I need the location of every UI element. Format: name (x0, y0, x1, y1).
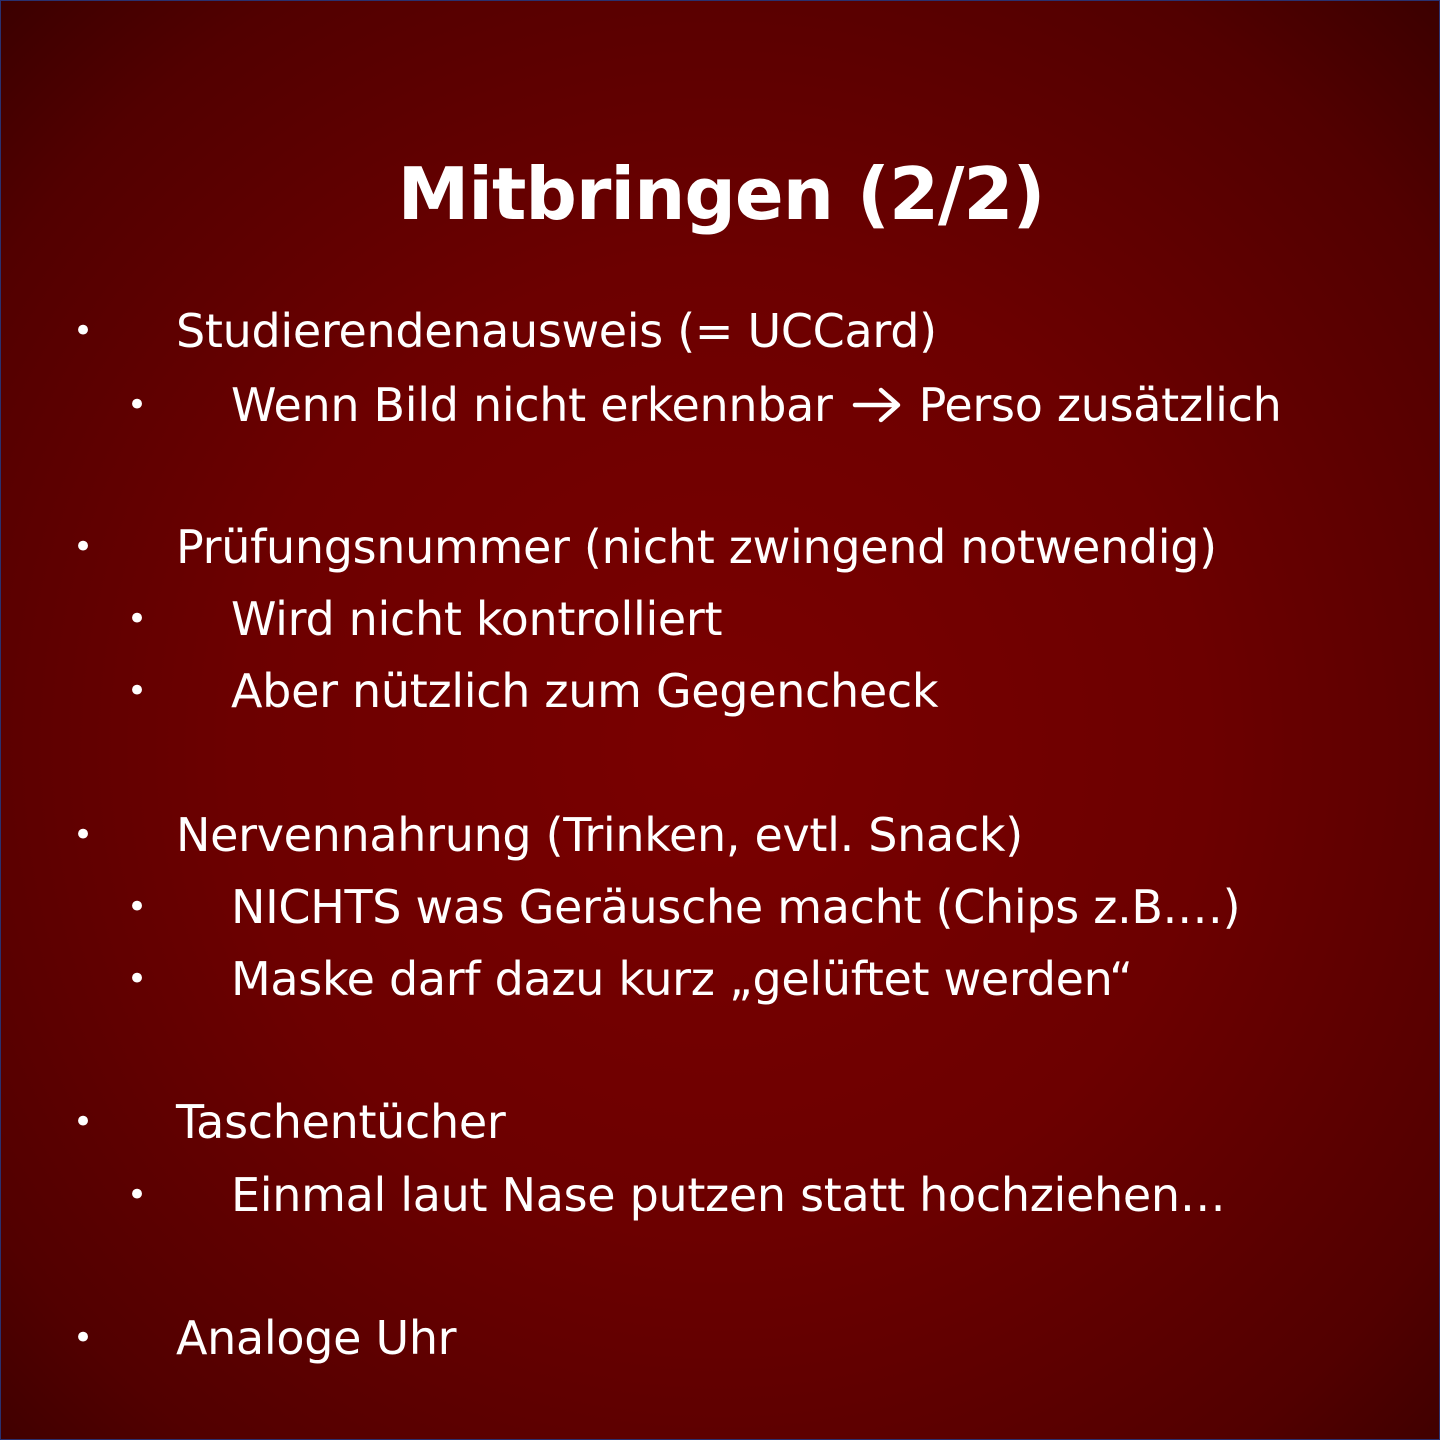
sub-list-item-text: Wird nicht kontrolliert (231, 592, 723, 646)
bullet: • (73, 1318, 94, 1358)
bullet: • (127, 385, 148, 425)
bullet: • (127, 1175, 148, 1215)
sub-list-item-text: Maske darf dazu kurz „gelüftet werden“ (231, 952, 1133, 1006)
bullet: • (73, 527, 94, 567)
bullet: • (73, 815, 94, 855)
sub-list-item-text-after: Perso zusätzlich (918, 378, 1282, 432)
slide-title: Mitbringen (2/2) (397, 152, 1045, 236)
bullet: • (127, 887, 148, 927)
list-item-text: Analoge Uhr (176, 1311, 457, 1365)
sub-list-item-text (231, 375, 1282, 435)
bullet: • (127, 671, 148, 711)
list-item-text: Taschentücher (176, 1095, 506, 1149)
list-item-text: Prüfungsnummer (nicht zwingend notwendig) (176, 520, 1217, 574)
bullet: • (127, 599, 148, 639)
sub-list-item-text: Einmal laut Nase putzen statt hochziehen… (231, 1168, 1226, 1222)
bullet: • (73, 311, 94, 351)
sub-list-item-text-before: Wenn Bild nicht erkennbar (231, 378, 833, 432)
list-item-text: Nervennahrung (Trinken, evtl. Snack) (176, 808, 1023, 862)
bullet: • (73, 1102, 94, 1142)
bullet: • (127, 959, 148, 999)
sub-list-item-text: NICHTS was Geräusche macht (Chips z.B.…) (231, 880, 1241, 934)
arrow-right-icon (851, 385, 905, 425)
sub-list-item-text: Aber nützlich zum Gegencheck (231, 664, 939, 718)
list-item-text: Studierendenausweis (= UCCard) (176, 304, 937, 358)
